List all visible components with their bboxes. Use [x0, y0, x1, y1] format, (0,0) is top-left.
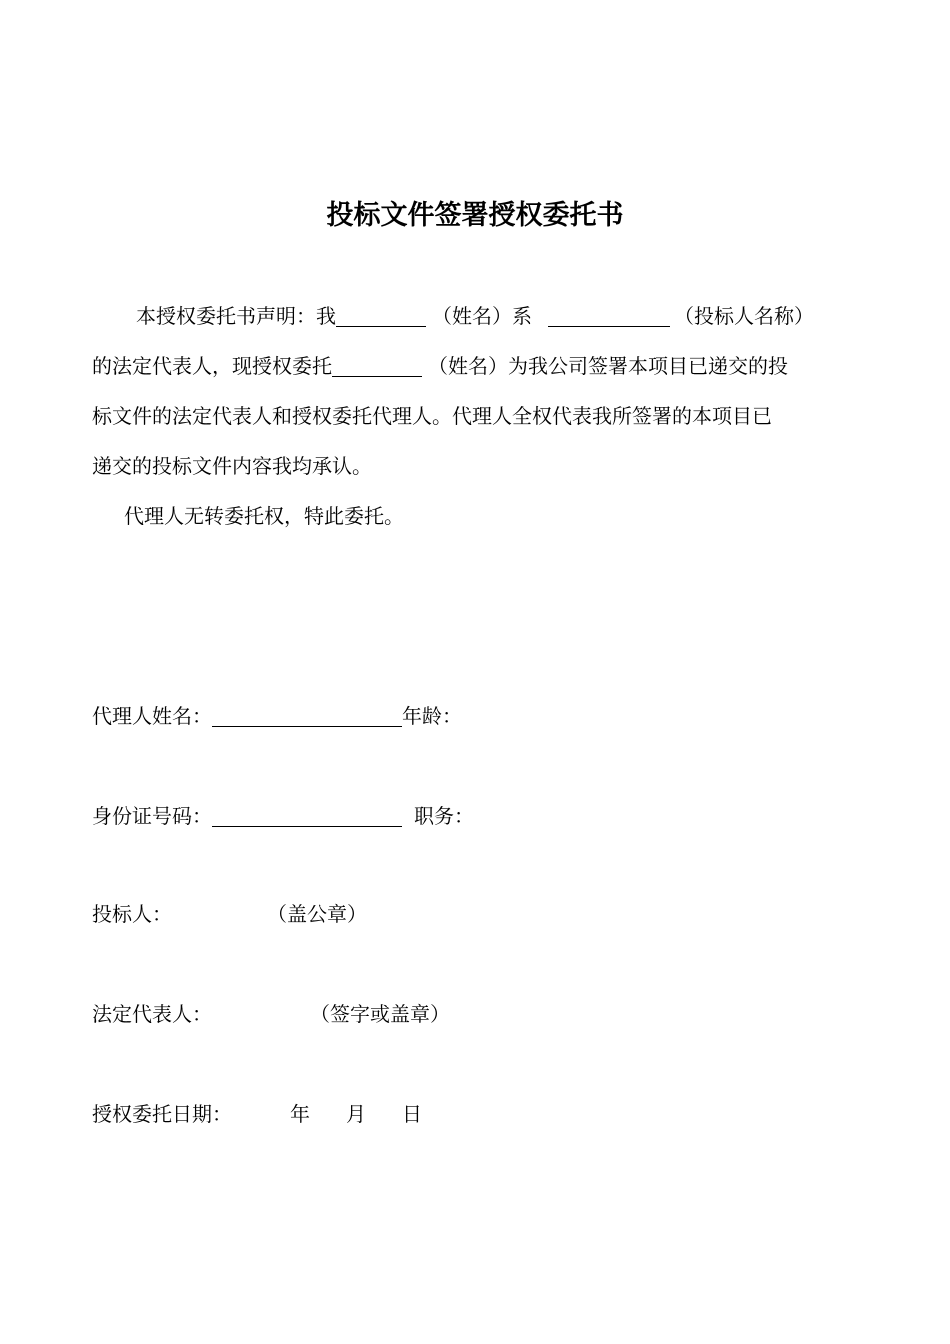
agent-name-row [92, 702, 462, 730]
agent-name-blank [212, 706, 402, 727]
date-month: 月 [346, 1102, 366, 1126]
declaration-line-4: 递交的投标文件内容我均承认。 [92, 454, 372, 478]
legal-rep-label: 法定代表人： [92, 1002, 212, 1026]
id-number-row [92, 802, 474, 830]
agent-name-blank [332, 356, 422, 377]
date-label: 授权委托日期： [92, 1102, 232, 1126]
declaration-line-2 [92, 352, 788, 380]
name-note: （姓名）系 [432, 304, 532, 328]
position-label: 职务： [414, 804, 474, 828]
age-label: 年龄： [402, 704, 462, 728]
document-title: 投标文件签署授权委托书 [326, 200, 624, 231]
declaration-text: （姓名）为我公司签署本项目已递交的投 [428, 354, 788, 378]
bidder-name-note: （投标人名称） [674, 304, 814, 328]
id-number-blank [212, 806, 402, 827]
legal-rep-row [92, 1000, 450, 1028]
date-year: 年 [290, 1102, 310, 1126]
date-row [92, 1100, 422, 1128]
no-subdelegation-statement: 代理人无转委托权，特此委托。 [124, 504, 404, 528]
bidder-name-blank [548, 306, 670, 327]
bidder-label: 投标人： [92, 902, 172, 926]
declaration-text: 的法定代表人，现授权委托 [92, 354, 332, 378]
declaration-text: 本授权委托书声明：我 [136, 304, 336, 328]
agent-name-label: 代理人姓名： [92, 704, 212, 728]
bidder-row [92, 900, 367, 928]
declaration-line-1 [136, 302, 814, 330]
bidder-seal-note: （盖公章） [267, 902, 367, 926]
date-day: 日 [402, 1102, 422, 1126]
id-number-label: 身份证号码： [92, 804, 212, 828]
name-blank [336, 306, 426, 327]
legal-rep-sign-note: （签字或盖章） [310, 1002, 450, 1026]
declaration-line-3: 标文件的法定代表人和授权委托代理人。代理人全权代表我所签署的本项目已 [92, 404, 772, 428]
